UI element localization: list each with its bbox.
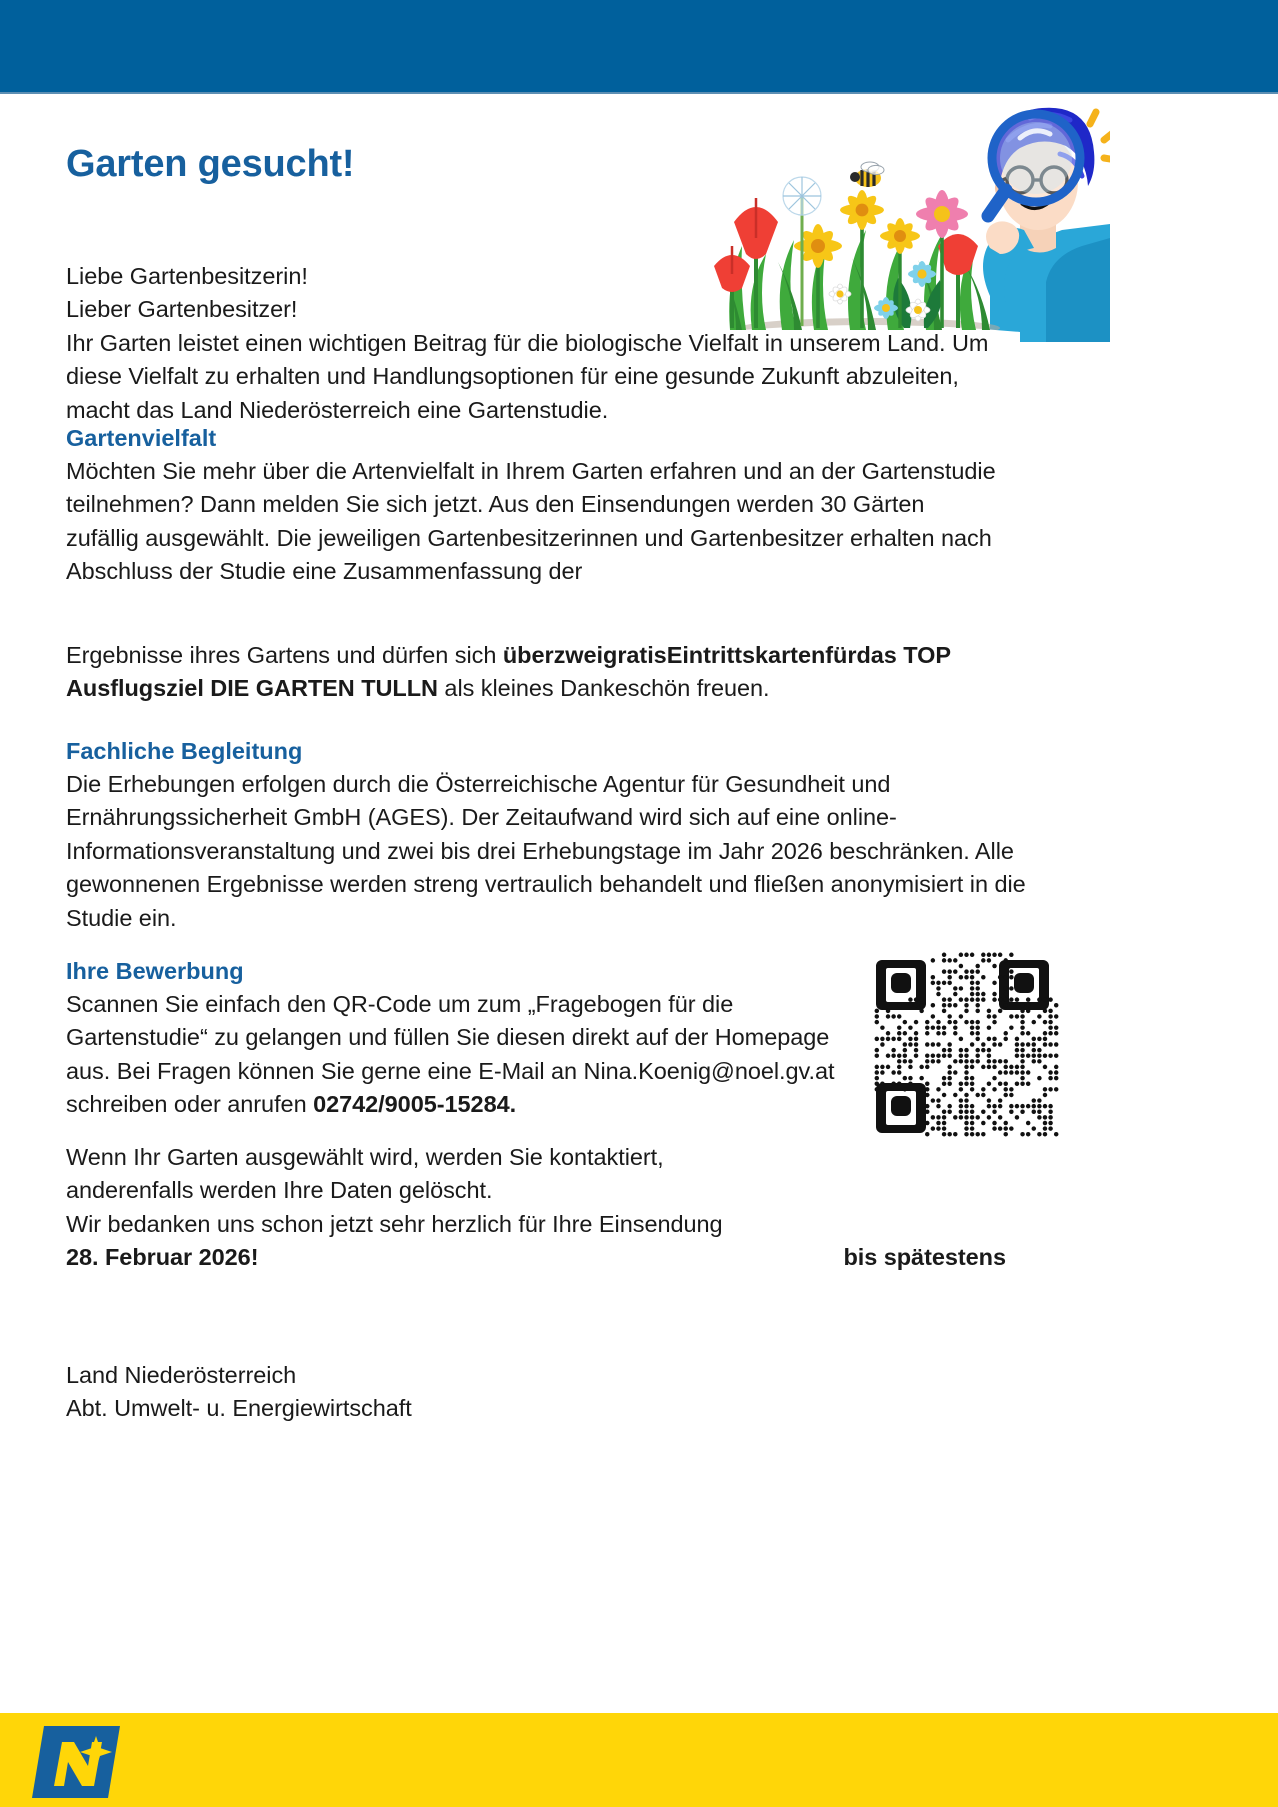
- contact-phone[interactable]: 02742/9005-15284.: [313, 1091, 517, 1118]
- sender-line-1: Land Niederösterreich: [66, 1362, 297, 1388]
- qr-code[interactable]: [874, 952, 1059, 1137]
- header-blue-band: [0, 0, 1278, 92]
- section-heading-ihre-bewerbung: Ihre Bewerbung: [66, 958, 244, 984]
- closing-line-3: Wir bedanken uns schon jetzt sehr herzlich für Ihre Einsendung: [66, 1210, 723, 1237]
- page-title: Garten gesucht!: [66, 143, 355, 185]
- section-heading-gartenvielfalt: Gartenvielfalt: [66, 425, 217, 451]
- ergebnisse-text-lead: Ergebnisse ihres Gartens und dürfen sich: [66, 642, 503, 668]
- deadline-date: 28. Februar 2026!: [66, 1244, 259, 1270]
- bewerbung-paragraph: [66, 988, 866, 1122]
- ergebnisse-paragraph: [66, 639, 1006, 706]
- footer-yellow-band: [0, 1713, 1278, 1807]
- header-rule: [0, 92, 1278, 94]
- bewerbung-text-lead: Scannen Sie einfach den QR-Code um zum „Fragebogen für die Gartenstudie“ zu gelangen und füllen Sie diesen direkt auf der Homepage aus. Bei Fragen können Sie gerne eine E-Mail an: [66, 991, 830, 1084]
- intro-paragraph: Ihr Garten leistet einen wichtigen Beitrag für die biologische Vielfalt in unserem Land. Um diese Vielfalt zu erhalten und Handlungsoptionen für eine gesunde Zukunft abzuleiten, macht das Land Niederösterreich eine Gartenstudie.: [66, 330, 989, 423]
- bewerbung-text-mid: schreiben oder anrufen: [66, 1091, 314, 1118]
- contact-email[interactable]: Nina.Koenig@noel.gv.at: [583, 1057, 835, 1084]
- closing-paragraph: [66, 1141, 866, 1241]
- sender-line-2: Abt. Umwelt- u. Energiewirtschaft: [66, 1395, 412, 1422]
- section-heading-fachliche-begleitung: Fachliche Begleitung: [66, 738, 303, 764]
- deadline-suffix: bis spätestens: [843, 1244, 1006, 1270]
- deadline-row: [66, 1241, 1006, 1274]
- ergebnisse-text-bold: überzweigratisEintrittskartenfürdas TOP Ausflugsziel DIE GARTEN TULLN: [66, 642, 951, 702]
- greeting-block: [66, 260, 996, 327]
- closing-line-2: anderenfalls werden Ihre Daten gelöscht.: [66, 1177, 493, 1204]
- greeting-line-2: Lieber Gartenbesitzer!: [66, 296, 298, 323]
- ergebnisse-text-tail: als kleines Dankeschön freuen.: [437, 675, 770, 702]
- fachliche-begleitung-paragraph: Die Erhebungen erfolgen durch die Österreichische Agentur für Gesundheit und Ernährungssicherheit GmbH (AGES). Der Zeitaufwand wird sich auf eine online-Informationsveranstaltung und zwei bis drei Erhebungstage im Jahr 2026 beschränken. Alle gewonnenen Ergebnisse werden streng vertraulich behandelt und fließen anonymisiert in die Studie ein.: [66, 771, 1026, 931]
- greeting-line-1: Liebe Gartenbesitzerin!: [66, 263, 308, 289]
- noe-logo: [32, 1726, 120, 1798]
- gartenvielfalt-paragraph: Möchten Sie mehr über die Artenvielfalt in Ihrem Garten erfahren und an der Gartenstudie teilnehmen? Dann melden Sie sich jetzt. Aus den Einsendungen werden 30 Gärten zufällig ausgewählt. Die jeweiligen Gartenbesitzerinnen und Gartenbesitzer erhalten nach Abschluss der Studie eine Zusammenfassung der: [66, 458, 996, 585]
- closing-line-1: Wenn Ihr Garten ausgewählt wird, werden Sie kontaktiert,: [66, 1144, 664, 1170]
- sender-block: [66, 1359, 666, 1426]
